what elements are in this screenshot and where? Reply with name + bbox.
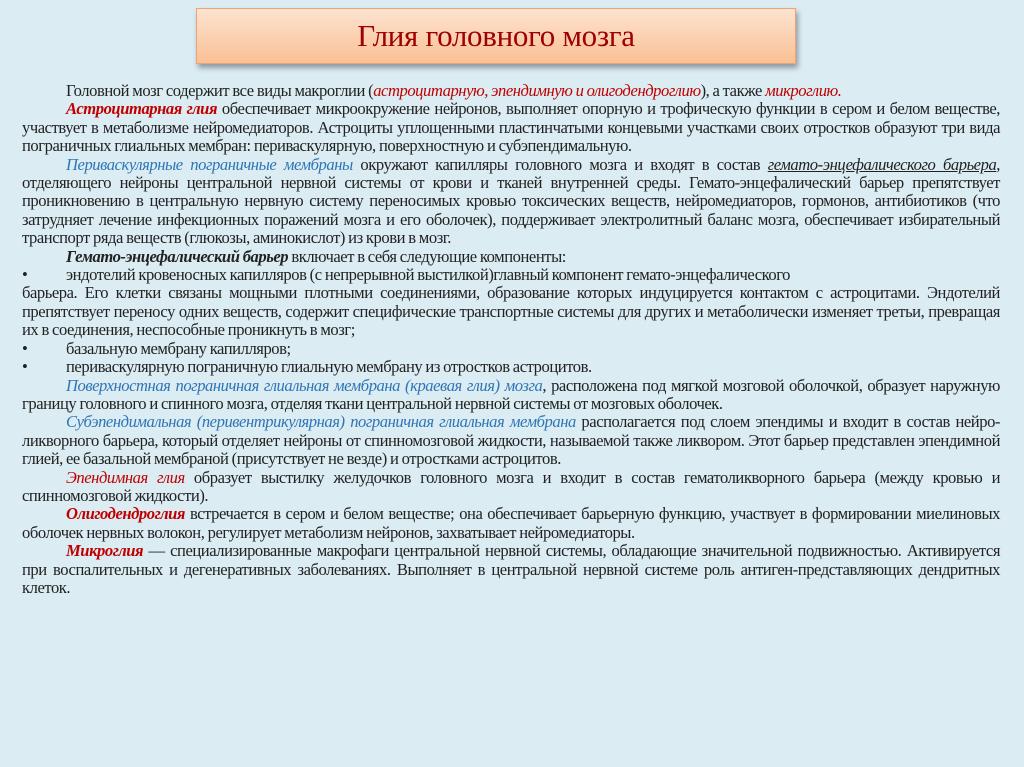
highlighted-term: астроцитарную, эпендимную и олигодендроглию bbox=[373, 81, 701, 100]
paragraph bbox=[22, 100, 1000, 155]
text-segment: образует выстилку желудочков головного мозга и входит в состав гематоликворного барьера (между кровью и спинномозговой жидкости). bbox=[22, 467, 1000, 505]
highlighted-term: Олигодендроглия bbox=[66, 504, 186, 524]
paragraph bbox=[22, 377, 1000, 414]
highlighted-term: Астроцитарная глия bbox=[66, 99, 218, 119]
paragraph bbox=[22, 284, 1000, 339]
paragraph bbox=[22, 542, 1000, 597]
bullet-text bbox=[66, 340, 1000, 358]
highlighted-term: гемато-энцефалического барьера bbox=[767, 154, 997, 174]
paragraph bbox=[22, 413, 1000, 468]
text-segment: барьера. Его клетки связаны мощными плотными соединениями, образование которых индуцируется контактом с астроцитами. Эндотелий препятствует переносу одних веществ, содержит специфические транспортные системы для других и метаболически изменяет третьи, превращая их в соединения, неспособные проникнуть в мозг; bbox=[22, 283, 1000, 340]
slide-title: Глия головного мозга bbox=[357, 18, 635, 53]
text-segment: , расположена под мягкой мозговой оболочкой, образует наружную границу головного и спинного мозга, отделяя ткани центральной нервной системы от мозговых оболочек. bbox=[22, 375, 1001, 413]
highlighted-term: Субэпендимальная (перивентрикулярная) пограничная глиальная мембрана bbox=[66, 412, 576, 432]
text-segment: эндотелий кровеносных капилляров (с непрерывной выстилкой)главный компонент гемато-энцефалического bbox=[66, 265, 791, 285]
highlighted-term: Периваскулярные пограничные мембраны bbox=[66, 154, 353, 174]
paragraph bbox=[22, 248, 1000, 266]
text-segment: , отделяющего нейроны центральной нервной системы от крови и тканей внутренней среды. Гемато-энцефалический барьер препятствует проникновению в центральную нервную систему переносимых кровью токсических веществ, нейромедиаторов, гормонов, антибиотиков (что затрудняет лечение инфекционных поражений мозга и его оболочек), поддерживает электролитный баланс мозга, обеспечивает избирательный транспорт ряда веществ (глюкозы, аминокислот) из крови в мозг. bbox=[22, 154, 1000, 248]
paragraph bbox=[22, 156, 1000, 248]
highlighted-term: Поверхностная пограничная глиальная мембрана (краевая глия) мозга bbox=[66, 375, 543, 395]
bullet-marker: • bbox=[22, 265, 28, 285]
bullet-item bbox=[22, 266, 1000, 284]
text-segment: — специализированные макрофаги центральной нервной системы, обладающие значительной подвижностью. Активируется при воспалительных и дегенеративных заболеваниях. Выполняет в центральной нервной системе роль антиген-представляющих дендритных клеток. bbox=[22, 541, 1000, 597]
text-segment: базальную мембрану капилляров; bbox=[66, 338, 291, 358]
text-segment: окружают капилляры головного мозга и входят в состав bbox=[352, 154, 768, 174]
paragraph bbox=[22, 505, 1000, 542]
text-segment: располагается под слоем эпендимы и входит в состав нейро-ликворного барьера, который отделяет нейроны от спинномозговой жидкости, называемой также ликвором. Этот барьер представлен эпендимной глией, ее базальной мембраной (присутствует не везде) и отростками астроцитов. bbox=[22, 412, 1000, 469]
highlighted-term: Микроглия bbox=[66, 541, 144, 561]
bullet-item bbox=[22, 340, 1000, 358]
text-segment: периваскулярную пограничную глиальную мембрану из отростков астроцитов. bbox=[66, 357, 592, 377]
highlighted-term: микроглию. bbox=[765, 81, 842, 100]
paragraph bbox=[22, 469, 1000, 506]
text-segment: Головной мозг содержит все виды макроглии ( bbox=[66, 81, 374, 100]
slide-body-text bbox=[22, 82, 1000, 597]
text-segment: ), а также bbox=[700, 81, 766, 100]
bullet-text bbox=[66, 266, 1000, 284]
bullet-text bbox=[66, 358, 1000, 376]
bullet-marker: • bbox=[22, 357, 28, 377]
text-segment: встречается в сером и белом веществе; она обеспечивает барьерную функцию, участвует в формировании миелиновых оболочек нервных волокон, регулирует метаболизм нейронов, захватывает нейромедиаторы. bbox=[22, 504, 1000, 542]
bullet-item bbox=[22, 358, 1000, 376]
bullet-marker: • bbox=[22, 338, 28, 358]
text-segment: обеспечивает микроокружение нейронов, выполняет опорную и трофическую функции в сером и белом веществе, участвует в метаболизме нейромедиаторов. Астроциты уплощенными пластинчатыми концевыми участками своих отростков образуют три вида пограничных глиальных мембран: периваскулярную, поверхностную и субэпендимальную. bbox=[22, 99, 1000, 156]
highlighted-term: Гемато-энцефалический барьер bbox=[66, 246, 289, 266]
text-segment: включает в себя следующие компоненты: bbox=[288, 246, 566, 266]
highlighted-term: Эпендимная глия bbox=[66, 467, 185, 487]
paragraph bbox=[22, 82, 1000, 100]
slide-title-box bbox=[196, 8, 796, 64]
